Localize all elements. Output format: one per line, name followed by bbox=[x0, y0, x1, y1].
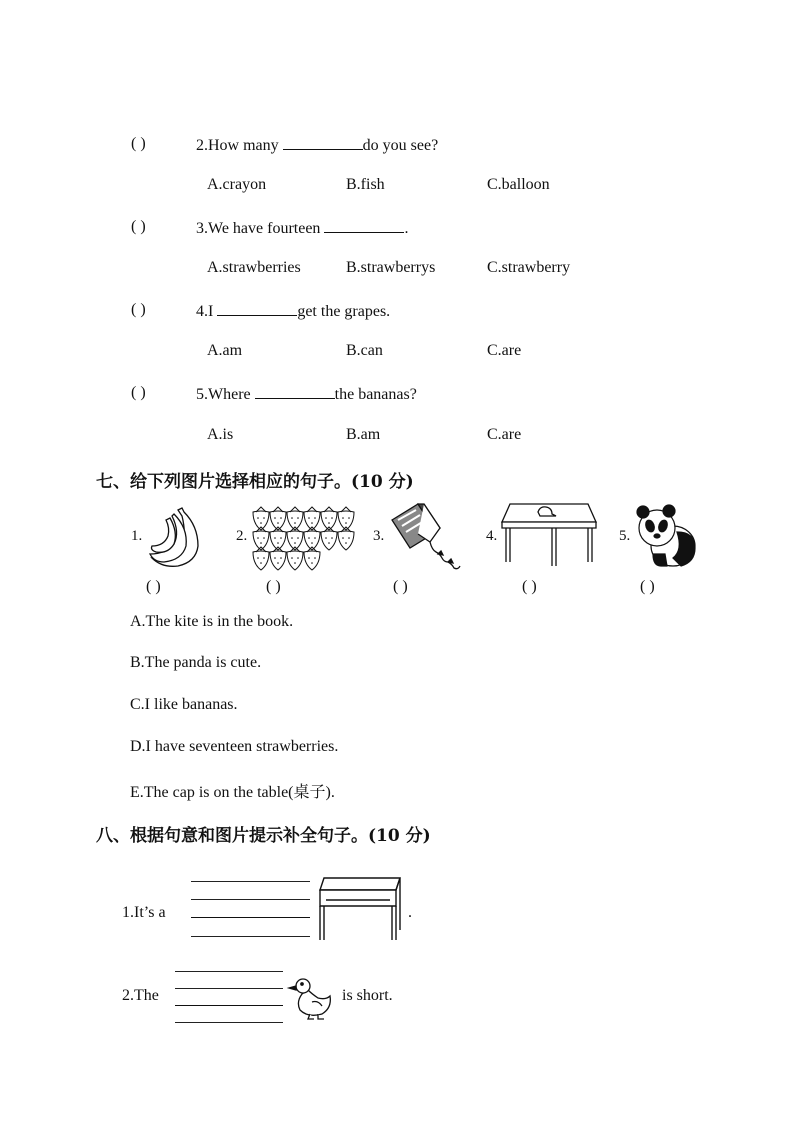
option-a: A.crayon bbox=[207, 176, 267, 193]
answer-paren[interactable]: ( ) bbox=[393, 578, 408, 595]
writing-line bbox=[191, 936, 310, 937]
option-b: B.strawberrys bbox=[346, 259, 436, 276]
writing-line bbox=[191, 917, 310, 918]
option-b: B.can bbox=[346, 342, 383, 359]
sentence-b: B.The panda is cute. bbox=[130, 654, 262, 671]
sentence-c: C.I like bananas. bbox=[130, 696, 238, 713]
writing-line bbox=[175, 1005, 283, 1006]
fill-blank[interactable] bbox=[324, 218, 404, 233]
answer-paren[interactable]: ( ) bbox=[146, 578, 161, 595]
picture-number: 2. bbox=[236, 528, 248, 544]
answer-paren[interactable]: ( ) bbox=[131, 384, 146, 401]
duck-icon bbox=[288, 976, 336, 1020]
item-text-after: . bbox=[408, 904, 412, 921]
sentence-a: A.The kite is in the book. bbox=[130, 613, 294, 630]
answer-paren[interactable]: ( ) bbox=[266, 578, 281, 595]
option-c: C.balloon bbox=[487, 176, 550, 193]
prompt-before: 5.Where bbox=[196, 386, 255, 403]
kite-book-icon bbox=[388, 502, 466, 572]
answer-paren[interactable]: ( ) bbox=[640, 578, 655, 595]
writing-line bbox=[191, 899, 310, 900]
item-text-after: is short. bbox=[342, 987, 393, 1004]
option-b: B.fish bbox=[346, 176, 385, 193]
strawberries-icon bbox=[247, 504, 355, 568]
answer-paren[interactable]: ( ) bbox=[131, 218, 146, 235]
option-a: A.is bbox=[207, 426, 234, 443]
question-text bbox=[196, 384, 417, 404]
picture-number: 1. bbox=[131, 528, 143, 544]
prompt-before: 3.We have fourteen bbox=[196, 220, 325, 237]
picture-number: 4. bbox=[486, 528, 498, 544]
answer-paren[interactable]: ( ) bbox=[131, 301, 146, 318]
option-a: A.strawberries bbox=[207, 259, 301, 276]
fill-blank[interactable] bbox=[217, 301, 297, 316]
answer-paren[interactable]: ( ) bbox=[131, 135, 146, 152]
section-7-heading: 七、给下列图片选择相应的句子。(10 分) bbox=[96, 472, 414, 492]
picture-number: 3. bbox=[373, 528, 385, 544]
writing-line bbox=[175, 1022, 283, 1023]
option-c: C.are bbox=[487, 426, 522, 443]
prompt-before: 2.How many bbox=[196, 137, 283, 154]
picture-number: 5. bbox=[619, 528, 631, 544]
panda-icon bbox=[633, 502, 699, 568]
option-c: C.strawberry bbox=[487, 259, 571, 276]
sentence-d: D.I have seventeen strawberries. bbox=[130, 738, 339, 755]
option-c: C.are bbox=[487, 342, 522, 359]
fill-blank[interactable] bbox=[283, 135, 363, 150]
option-b: B.am bbox=[346, 426, 381, 443]
prompt-after: the bananas? bbox=[334, 386, 417, 403]
prompt-after: . bbox=[404, 220, 409, 237]
question-text bbox=[196, 135, 438, 155]
option-a: A.am bbox=[207, 342, 243, 359]
prompt-after: do you see? bbox=[362, 137, 439, 154]
item-text-before: 2.The bbox=[122, 987, 159, 1004]
prompt-before: 4.I bbox=[196, 303, 218, 320]
prompt-after: get the grapes. bbox=[297, 303, 391, 320]
writing-line bbox=[175, 971, 283, 972]
sentence-e: E.The cap is on the table(桌子). bbox=[130, 784, 335, 801]
question-text bbox=[196, 301, 390, 321]
writing-line bbox=[191, 881, 310, 882]
item-text-before: 1.It’s a bbox=[122, 904, 166, 921]
fill-blank[interactable] bbox=[255, 384, 335, 399]
table-cap-icon bbox=[500, 500, 598, 572]
section-8-heading: 八、根据句意和图片提示补全句子。(10 分) bbox=[96, 826, 431, 846]
bananas-icon bbox=[148, 506, 204, 568]
writing-line bbox=[175, 988, 283, 989]
answer-paren[interactable]: ( ) bbox=[522, 578, 537, 595]
question-text bbox=[196, 218, 408, 238]
desk-icon bbox=[316, 874, 402, 944]
